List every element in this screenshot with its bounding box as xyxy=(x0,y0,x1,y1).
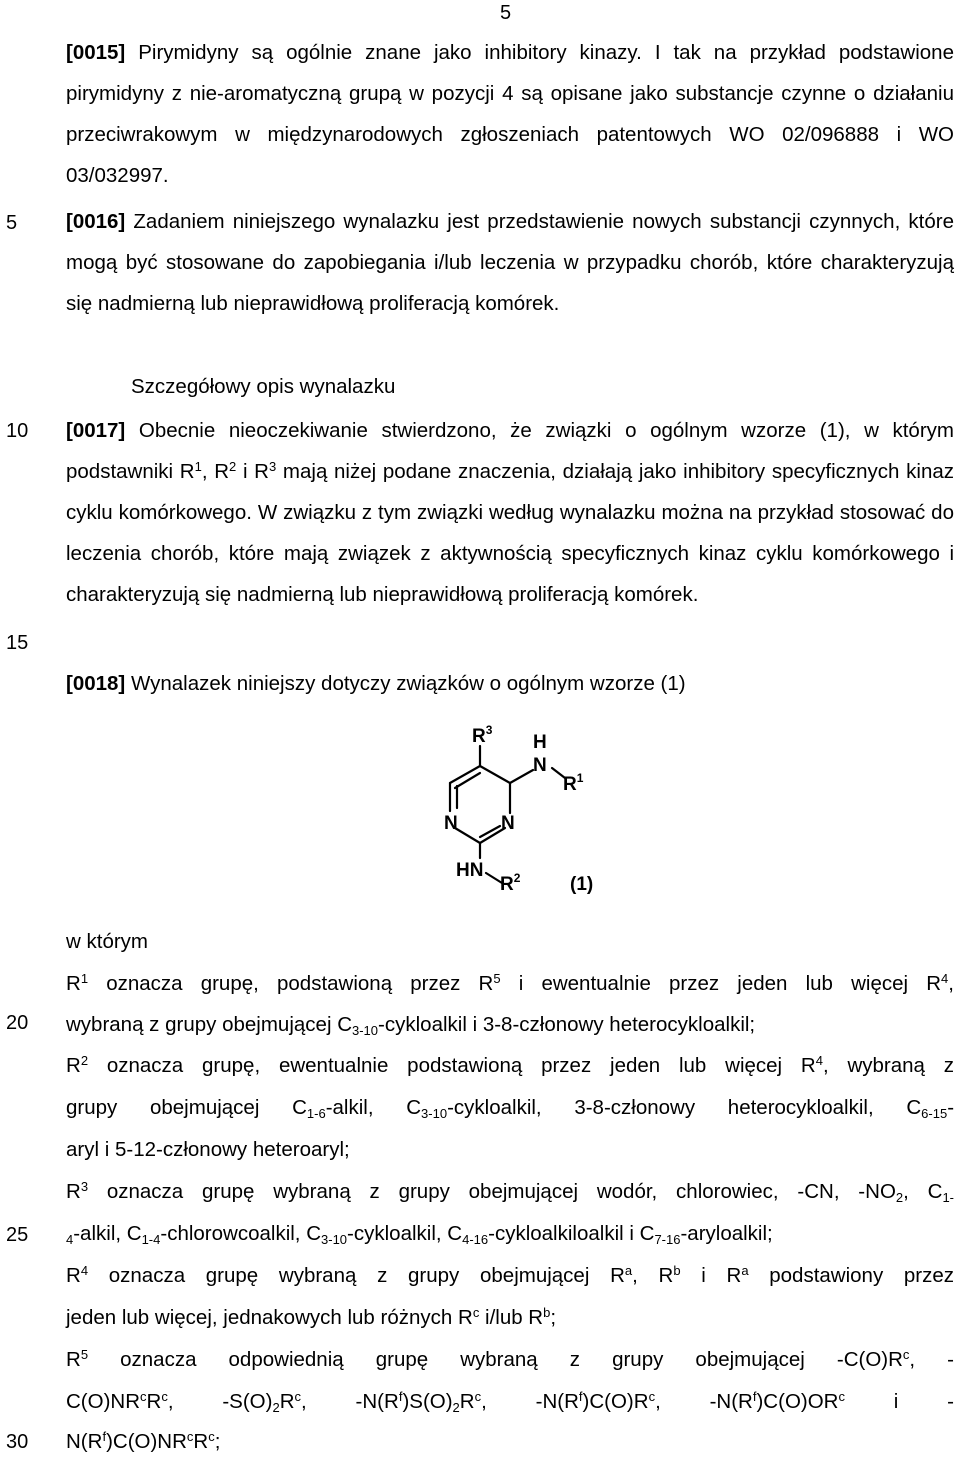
text-run: R xyxy=(66,1264,81,1287)
text-run: R xyxy=(279,1390,295,1413)
text-run: oznacza odpowiednią grupę wybraną z grupy obejmującej -C(O)R xyxy=(88,1348,903,1371)
text-run: wybraną z grupy obejmującej C xyxy=(66,1013,352,1036)
formula-number: (1) xyxy=(570,874,594,895)
text-run: R xyxy=(66,972,81,995)
text-run: mają niżej podane znaczenia, działają jako inhibitory specyficznych kinaz cyklu komórkowego. W związku z tym związki według wynalazku można na przykład stosować do leczenia chorób, które mają związek z aktywnością specyficznych kinaz cyklu komórkowego i charakteryzują się nadmierną lub nieprawidłową proliferacją komórek. xyxy=(66,460,954,606)
superscript: c xyxy=(186,1429,194,1444)
text-run: -cykloalkil, C xyxy=(347,1222,463,1245)
r2-superscript: 2 xyxy=(513,871,521,885)
superscript: 4 xyxy=(815,1053,823,1068)
text-run: , R xyxy=(201,460,230,483)
superscript: b xyxy=(543,1305,551,1320)
text-run: -cykloalkil, 3-8-członowy heterocykloalkil, C xyxy=(447,1096,922,1119)
paragraph-tag: [0017] xyxy=(66,419,126,442)
paragraph-tag: [0015] xyxy=(66,41,126,64)
text-run: i R xyxy=(236,460,269,483)
svg-text:R2 xyxy=(500,871,521,895)
r3-superscript: 3 xyxy=(485,723,493,737)
text-run: -alkil, C xyxy=(325,1096,422,1119)
superscript: f xyxy=(752,1389,757,1404)
superscript: f xyxy=(102,1429,107,1444)
subscript: 4 xyxy=(66,1232,74,1247)
r1-superscript: 1 xyxy=(576,771,584,785)
line-number-25: 25 xyxy=(6,1224,29,1246)
n-top-label: N xyxy=(533,755,547,776)
paragraph-0015 xyxy=(66,32,954,196)
text-run: , -S(O) xyxy=(167,1390,273,1413)
superscript: 3 xyxy=(269,459,277,474)
superscript: c xyxy=(208,1429,215,1444)
text-run: -cykloalkiloalkil i C xyxy=(488,1222,655,1245)
text-run: grupy obejmującej C xyxy=(66,1096,307,1119)
paragraph-0017 xyxy=(66,410,954,615)
superscript: 1 xyxy=(194,459,202,474)
text-run: )C(O)NR xyxy=(106,1430,187,1453)
line-number-20: 20 xyxy=(6,1012,29,1034)
def-r4-line1 xyxy=(66,1264,954,1288)
def-r5-line1 xyxy=(66,1348,954,1372)
subscript: 3-10 xyxy=(352,1023,379,1038)
paragraph-text: Zadaniem niniejszego wynalazku jest przedstawienie nowych substancji czynnych, które mogą być stosowane do zapobiegania i/lub leczenia w przypadku chorób, które charakteryzują się nadmierną lub nieprawidłową proliferacją komórek. xyxy=(66,210,954,315)
chemical-formula-1 xyxy=(430,708,630,898)
page-number: 5 xyxy=(500,2,512,24)
subscript: 3-10 xyxy=(321,1232,348,1247)
def-r2-line3: aryl i 5-12-członowy heteroaryl; xyxy=(66,1138,350,1161)
text-run: oznacza grupę wybraną z grupy obejmującej R xyxy=(88,1264,625,1287)
text-run: , -N(R xyxy=(655,1390,753,1413)
text-run: i ewentualnie przez jeden lub więcej R xyxy=(500,972,942,995)
subscript: 7-16 xyxy=(654,1232,681,1247)
subscript: 2 xyxy=(895,1190,904,1205)
text-run: , xyxy=(948,972,954,995)
superscript: b xyxy=(673,1263,681,1278)
svg-text:R1 xyxy=(563,771,584,795)
subscript: 3-10 xyxy=(421,1106,448,1121)
def-r3-line1 xyxy=(66,1180,954,1204)
superscript: c xyxy=(294,1389,302,1404)
text-run: ; xyxy=(550,1306,557,1329)
svg-text:R3 xyxy=(472,723,493,747)
text-run: , wybraną z xyxy=(822,1054,954,1077)
def-r1-line2 xyxy=(66,1013,755,1037)
superscript: c xyxy=(161,1389,168,1404)
h-label: H xyxy=(533,732,547,753)
superscript: 3 xyxy=(80,1179,89,1194)
def-r5-line2 xyxy=(66,1390,954,1414)
text-run: - xyxy=(947,1096,955,1119)
superscript: 5 xyxy=(80,1347,89,1362)
text-run: C(O)NR xyxy=(66,1390,141,1413)
text-run: podstawiony przez xyxy=(748,1264,955,1287)
paragraph-text: Pirymidyny są ogólnie znane jako inhibitory kinazy. I tak na przykład podstawione pirymidyny z nie-aromatyczną grupą w pozycji 4 są opisane jako substancje czynne o działaniu przeciwrakowym w międzynarodowych zgłoszeniach patentowych WO 02/096888 i WO 03/032997. xyxy=(66,41,954,187)
r2-label: R xyxy=(500,874,514,895)
text-run: , C xyxy=(903,1180,943,1203)
text-run: R xyxy=(459,1390,475,1413)
text-run: jeden lub więcej, jednakowych lub różnych R xyxy=(66,1306,473,1329)
text-run: R xyxy=(66,1348,81,1371)
line-number-5: 5 xyxy=(6,212,18,234)
line-number-30: 30 xyxy=(6,1431,29,1453)
superscript: f xyxy=(578,1389,583,1404)
paragraph-text: Wynalazek niniejszy dotyczy związków o ogólnym wzorze (1) xyxy=(125,672,686,695)
text-run: )C(O)R xyxy=(582,1390,649,1413)
subscript: 4-16 xyxy=(462,1232,489,1247)
superscript: 4 xyxy=(80,1263,89,1278)
text-run: , - xyxy=(909,1348,955,1371)
text-run: i/lub R xyxy=(479,1306,544,1329)
superscript: 2 xyxy=(229,459,237,474)
n-left-label: N xyxy=(444,813,458,834)
text-run: -chlorowcoalkil, C xyxy=(160,1222,322,1245)
superscript: 4 xyxy=(941,971,949,986)
text-run: , R xyxy=(632,1264,674,1287)
paragraph-tag: [0016] xyxy=(66,210,126,233)
superscript: c xyxy=(474,1389,482,1404)
section-heading: Szczegółowy opis wynalazku xyxy=(131,375,396,398)
paragraph-0016 xyxy=(66,201,954,324)
superscript: 1 xyxy=(80,971,89,986)
w-ktorym: w którym xyxy=(66,930,148,953)
subscript: 2 xyxy=(452,1400,460,1415)
text-run: R xyxy=(66,1054,81,1077)
superscript: c xyxy=(838,1389,845,1404)
superscript: c xyxy=(648,1389,656,1404)
text-run: oznacza grupę, ewentualnie podstawioną przez jeden lub więcej R xyxy=(88,1054,816,1077)
subscript: 1-6 xyxy=(306,1106,326,1121)
subscript: 6-15 xyxy=(921,1106,948,1121)
superscript: 2 xyxy=(80,1053,89,1068)
def-r2-line1 xyxy=(66,1054,954,1078)
subscript: 1-4 xyxy=(141,1232,161,1247)
superscript: 5 xyxy=(493,971,501,986)
paragraph-0018 xyxy=(66,672,686,696)
n-right-label: N xyxy=(501,813,515,834)
superscript: a xyxy=(741,1263,749,1278)
text-run: R xyxy=(146,1390,162,1413)
text-run: , -N(R xyxy=(481,1390,579,1413)
text-run: oznacza grupę, podstawioną przez R xyxy=(88,972,494,995)
r3-label: R xyxy=(472,726,486,747)
text-run: R xyxy=(66,1180,81,1203)
text-run: N(R xyxy=(66,1430,103,1453)
text-run: oznacza grupę wybraną z grupy obejmującej wodór, chlorowiec, -CN, -NO xyxy=(88,1180,896,1203)
text-run: -cykloalkil i 3-8-członowy heterocykloalkil; xyxy=(378,1013,756,1036)
subscript: 1- xyxy=(942,1190,954,1205)
line-number-15: 15 xyxy=(6,632,29,654)
hn-label: HN xyxy=(456,860,484,881)
superscript: c xyxy=(140,1389,147,1404)
text-run: -aryloalkil; xyxy=(680,1222,773,1245)
def-r2-line2 xyxy=(66,1096,954,1120)
text-run: Obecnie nieoczekiwanie stwierdzono, że związki o ogólnym wzorze (1), w którym podstawniki R xyxy=(66,419,954,483)
text-run: ; xyxy=(214,1430,221,1453)
superscript: f xyxy=(398,1389,403,1404)
text-run: -alkil, C xyxy=(73,1222,142,1245)
subscript: 2 xyxy=(272,1400,280,1415)
def-r4-line2 xyxy=(66,1306,556,1330)
r1-label: R xyxy=(563,774,577,795)
text-run: R xyxy=(193,1430,209,1453)
text-run: , -N(R xyxy=(301,1390,399,1413)
def-r3-line2 xyxy=(66,1222,773,1246)
def-r5-line3 xyxy=(66,1430,220,1454)
superscript: a xyxy=(624,1263,633,1278)
text-run: )S(O) xyxy=(402,1390,453,1413)
line-number-10: 10 xyxy=(6,420,29,442)
superscript: c xyxy=(472,1305,480,1320)
text-run: i R xyxy=(680,1264,742,1287)
superscript: c xyxy=(902,1347,910,1362)
text-run: )C(O)OR xyxy=(756,1390,839,1413)
paragraph-tag: [0018] xyxy=(66,672,126,695)
text-run: i - xyxy=(844,1390,955,1413)
def-r1-line1 xyxy=(66,972,954,996)
